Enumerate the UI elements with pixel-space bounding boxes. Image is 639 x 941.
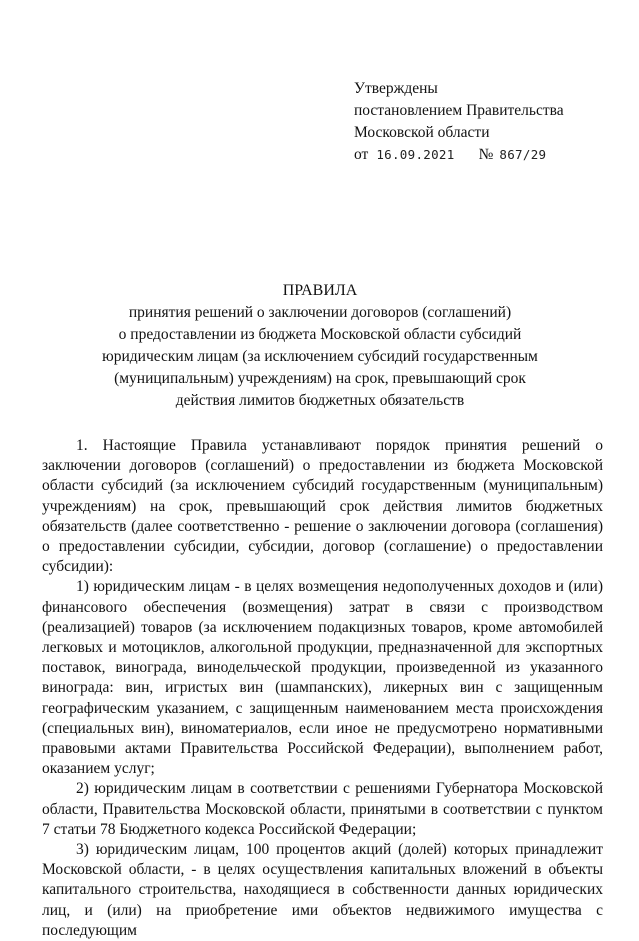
approval-line-region: Московской области [354, 124, 490, 141]
title-line: принятия решений о заключении договоров (соглашений) [128, 304, 512, 321]
document-title [40, 280, 600, 412]
title-line: юридическим лицам (за исключением субсидий государственным [102, 348, 538, 365]
paragraph-1: 1. Настоящие Правила устанавливают порядок принятия решений о заключении договоров (соглашений) о предоставлении из бюджета Московской области субсидий (за исключением субсидий государственным (муниципальным) учреждениям) на срок, превышающий срок действия лимитов бюджетных обязательств (далее соответственно - решение о заключении договора (соглашения) о предоставлении субсидии, субсидии, договор (соглашение) о предоставлении субсидии): [42, 437, 603, 576]
title-line: (муниципальным) учреждениям) на срок, превышающий срок [114, 370, 526, 387]
title-heading: ПРАВИЛА [282, 282, 358, 299]
approval-line-resolution: постановлением Правительства [354, 102, 564, 119]
paragraph-item-2: 2) юридическим лицам в соответствии с решениями Губернатора Московской области, Правительства Московской области, принятыми в соответствии с пунктом 7 статьи 78 Бюджетного кодекса Российской Федерации; [42, 780, 603, 838]
title-line: действия лимитов бюджетных обязательств [175, 392, 465, 409]
approval-date: 16.09.2021 [376, 147, 455, 162]
paragraph-item-1: 1) юридическим лицам - в целях возмещения недополученных доходов и (или) финансового обеспечения (возмещения) затрат в связи с производством (реализацией) товаров (за исключением подакцизных товаров, кроме автомобилей легковых и мотоциклов, алкогольной продукции, предназначенной для экспортных поставок, винограда, винодельческой продукции, произведенной из указанного винограда: вин, игристых вин (шампанских), ликерных вин с защищенным географическим указанием, с защищенным наименованием места происхождения (специальных вин), виноматериалов, если иное не предусмотрено нормативными правовыми актами Правительства Российской Федерации), выполнением работ, оказанием услуг; [42, 578, 603, 778]
document-body [42, 436, 603, 941]
approval-stamp [354, 78, 564, 166]
approval-date-number-line [354, 144, 564, 166]
title-line: о предоставлении из бюджета Московской области субсидий [118, 326, 522, 343]
approval-line-approved: Утверждены [354, 80, 438, 97]
approval-from-label: от [354, 146, 369, 163]
paragraph-item-3: 3) юридическим лицам, 100 процентов акций (долей) которых принадлежит Московской области, - в целях осуществления капитальных вложений в объекты капитального строительства, находящиеся в собственности данных юридических лиц, и (или) на приобретение ими объектов недвижимого имущества с последующим [42, 841, 603, 939]
approval-number-label: № [478, 146, 494, 163]
approval-number: 867/29 [499, 147, 547, 162]
